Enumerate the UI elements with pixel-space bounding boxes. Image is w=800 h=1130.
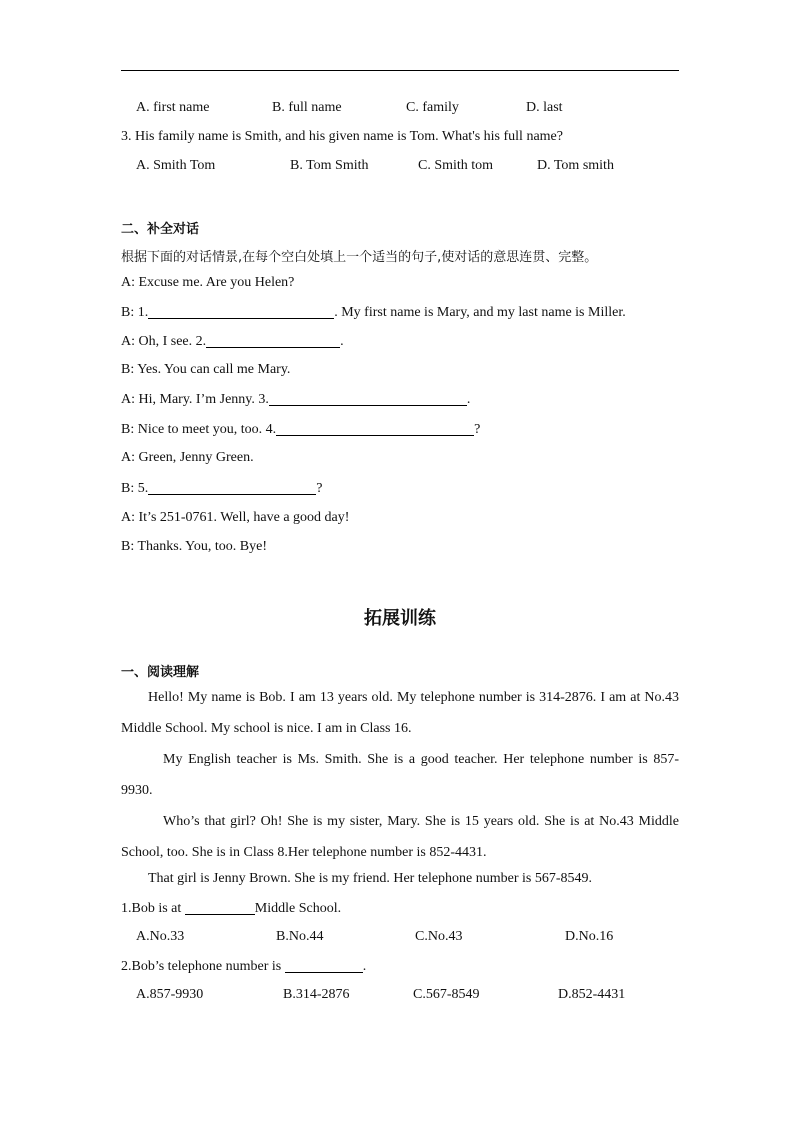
- reading-q2: 2.Bob’s telephone number is .: [121, 959, 367, 974]
- q3-question: 3. His family name is Smith, and his given name is Tom. What's his full name?: [121, 129, 563, 144]
- reading-q2-option-a: A.857-9930: [136, 987, 204, 1002]
- section-instruction: 根据下面的对话情景,在每个空白处填上一个适当的句子,使对话的意思连贯、完整。: [121, 250, 598, 265]
- passage-line: My English teacher is Ms. Smith. She is a good teacher. Her telephone number is 857-: [163, 752, 679, 767]
- passage-line: Who’s that girl? Oh! She is my sister, Mary. She is 15 years old. She is at No.43 Middle: [163, 814, 679, 829]
- q3-option-b: B. Tom Smith: [290, 158, 369, 173]
- q2-option-b: B. full name: [272, 100, 342, 115]
- dialogue-line: B: 5. ?: [121, 481, 323, 496]
- q3-option-a: A. Smith Tom: [136, 158, 216, 173]
- q2-option-a: A. first name: [136, 100, 210, 115]
- dialogue-line: A: Green, Jenny Green.: [121, 450, 254, 465]
- dialogue-line: B: Yes. You can call me Mary.: [121, 362, 291, 377]
- dialogue-line: A: Excuse me. Are you Helen?: [121, 275, 295, 290]
- reading-q2-option-c: C.567-8549: [413, 987, 480, 1002]
- passage-line: Middle School. My school is nice. I am in Class 16.: [121, 721, 412, 736]
- dialogue-line: A: Hi, Mary. I’m Jenny. 3. .: [121, 392, 471, 407]
- dialogue-line: B: 1. . My first name is Mary, and my last name is Miller.: [121, 305, 626, 320]
- reading-q2-option-d: D.852-4431: [558, 987, 626, 1002]
- reading-q1-option-b: B.No.44: [276, 929, 324, 944]
- reading-q1-option-d: D.No.16: [565, 929, 614, 944]
- passage-line: 9930.: [121, 783, 153, 798]
- answer-blank-3[interactable]: [269, 391, 467, 406]
- page-title-extension: 拓展训练: [364, 608, 436, 629]
- q2-option-d: D. last: [526, 100, 563, 115]
- reading-q2-option-b: B.314-2876: [283, 987, 350, 1002]
- answer-blank-5[interactable]: [148, 480, 316, 495]
- reading-q1-blank[interactable]: [185, 900, 255, 915]
- answer-blank-4[interactable]: [276, 421, 474, 436]
- reading-passage: [121, 682, 679, 868]
- header-rule: [121, 70, 679, 71]
- dialogue-line: A: Oh, I see. 2. .: [121, 334, 344, 349]
- passage-line: Hello! My name is Bob. I am 13 years old. My telephone number is 314-2876. I am at No.43: [148, 690, 679, 705]
- passage-line: That girl is Jenny Brown. She is my friend. Her telephone number is 567-8549.: [148, 871, 593, 886]
- passage-line: School, too. She is in Class 8.Her telephone number is 852-4431.: [121, 845, 487, 860]
- reading-q2-blank[interactable]: [285, 958, 363, 973]
- answer-blank-1[interactable]: [148, 304, 334, 319]
- dialogue-line: A: It’s 251-0761. Well, have a good day!: [121, 510, 350, 525]
- answer-blank-2[interactable]: [206, 333, 340, 348]
- q3-option-d: D. Tom smith: [537, 158, 614, 173]
- q2-option-c: C. family: [406, 100, 459, 115]
- q3-option-c: C. Smith tom: [418, 158, 494, 173]
- section-heading-reading: 一、阅读理解: [121, 665, 200, 680]
- reading-q1-option-c: C.No.43: [415, 929, 463, 944]
- section-heading-dialogue: 二、补全对话: [121, 222, 200, 237]
- dialogue-line: B: Thanks. You, too. Bye!: [121, 539, 267, 554]
- reading-q1: 1.Bob is at Middle School.: [121, 901, 342, 916]
- reading-q1-option-a: A.No.33: [136, 929, 185, 944]
- dialogue-line: B: Nice to meet you, too. 4. ?: [121, 422, 481, 437]
